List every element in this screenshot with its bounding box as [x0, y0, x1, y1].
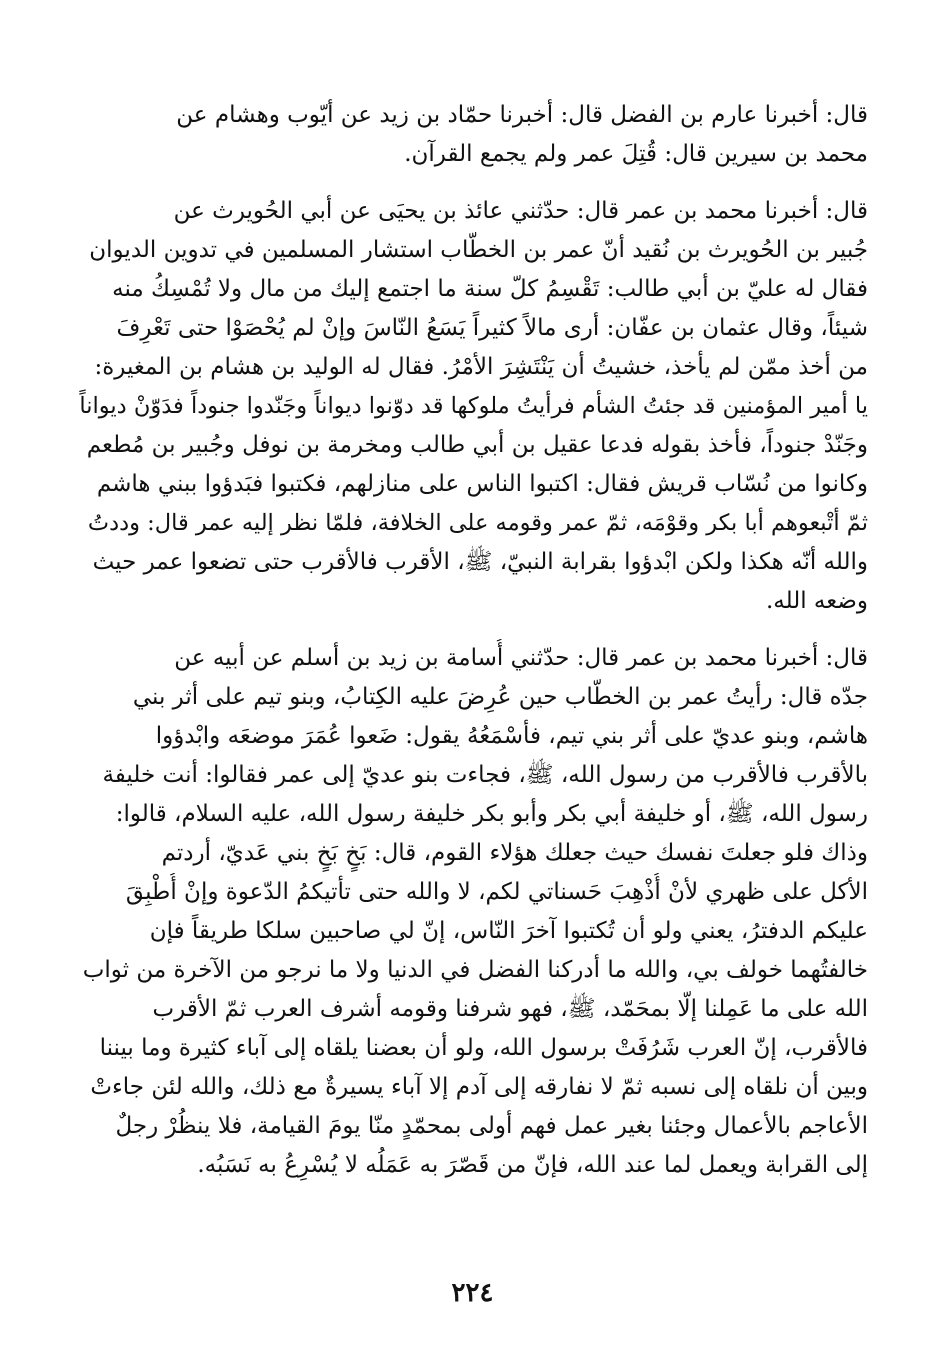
text-line: وضعه الله. — [765, 588, 868, 614]
text-line: وبين أن نلقاه إلى نسبه ثمّ لا نفارقه إلى آدم إلا آباء يسيرةٌ مع ذلك، والله لئن جاءتْ — [90, 1074, 868, 1100]
text-line: ثمّ أتْبعوهم أبا بكر وقوْمَه، ثمّ عمر وقومه على الخلافة، فلمّا نظر إليه عمر قال: وددتُ — [87, 510, 868, 536]
text-line: جدّه قال: رأيتُ عمر بن الخطّاب حين عُرِضَ عليه الكِتابُ، وبنو تيم على أثر بني — [132, 684, 868, 710]
text-line: قال: أخبرنا محمد بن عمر قال: حدّثني أُسامة بن زيد بن أسلم عن أبيه عن — [174, 645, 868, 671]
text-line: فقال له عليّ بن أبي طالب: تَقْسِمُ كلّ سنة ما اجتمع إليك من مال ولا تُمْسِكُ منه — [112, 276, 868, 302]
text-line: الأعاجم بالأعمال وجئنا بغير عمل فهم أولى بمحمّدٍ منّا يومَ القيامة، فلا ينظُرْ رجلٌ — [115, 1113, 868, 1139]
text-line: يا أمير المؤمنين قد جئتُ الشأم فرأيتُ ملوكها قد دوّنوا ديواناً وجَنّدوا جنوداً فدَوّنْ ديواناً — [79, 393, 868, 419]
page-number: ٢٢٤ — [451, 1278, 494, 1308]
text-line: الأكل على ظهري لأنْ أُذْهِبَ حَسناتي لكم، لا والله حتى تأتيكمُ الدّعوة وإنْ أُطْبِقَ — [125, 879, 868, 905]
text-line: بالأقرب فالأقرب من رسول الله، ﷺ، فجاءت بنو عديّ إلى عمر فقالوا: أنت خليفة — [102, 762, 868, 788]
text-line: من أخذ ممّن لم يأخذ، خشيتُ أن يَنْتَشِرَ الأمْرُ. فقال له الوليد بن هشام بن المغيرة: — [94, 354, 868, 380]
text-line: والله أنّه هكذا ولكن ابْدؤوا بقرابة النبيّ، ﷺ، الأقرب فالأقرب حتى تضعوا عمر حيث — [92, 549, 868, 575]
paragraph-2 — [78, 192, 868, 621]
text-line: محمد بن سيرين قال: قُتِلَ عمر ولم يجمع القرآن. — [404, 141, 868, 167]
paragraph-gap — [78, 174, 868, 192]
text-line: عليكم الدفترُ، يعني ولو أن تُكتبوا آخرَ النّاس، إنّ لي صاحبين سلكا طريقاً فإن — [149, 918, 868, 944]
text-line: إلى القرابة ويعمل لما عند الله، فإنّ من قَصّرَ به عَمَلُه لا يُسْرِعُ به نَسَبُه. — [197, 1152, 868, 1178]
text-line: هاشم، وبنو عديّ على أثر بني تيم، فأسْمَعُهُ يقول: ضَعوا عُمَرَ موضعَه وابْدؤوا — [155, 723, 868, 749]
text-line: جُبير بن الحُويرث بن نُقيد أنّ عمر بن الخطّاب استشار المسلمين في تدوين الديوان — [89, 237, 868, 263]
paragraph-1 — [78, 96, 868, 174]
page-body — [78, 96, 868, 1185]
text-line: خالفتُهما خولف بي، والله ما أدركنا الفضل في الدنيا ولا ما نرجو من الآخرة من ثواب — [82, 957, 868, 983]
text-line: وجَنّدْ جنوداً، فأخذ بقوله فدعا عقيل بن أبي طالب ومخرمة بن نوفل وجُبير بن مُطعم — [86, 432, 868, 458]
text-line: وذاك فلو جعلتَ نفسك حيث جعلك هؤلاء القوم، قال: بَخٍ بَخٍ بني عَديّ، أردتم — [161, 840, 868, 866]
text-line: فالأقرب، إنّ العرب شَرُفَتْ برسول الله، ولو أن بعضنا يلقاه إلى آباء كثيرة وما بيننا — [99, 1035, 868, 1061]
text-line: شيئاً، وقال عثمان بن عفّان: أرى مالاً كثيراً يَسَعُ النّاسَ وإنْ لم يُحْصَوْا حتى تَعْرِفَ — [116, 315, 868, 341]
text-line: قال: أخبرنا محمد بن عمر قال: حدّثني عائذ بن يحيَى عن أبي الحُويرث عن — [173, 198, 868, 224]
text-line: الله على ما عَمِلنا إلّا بمحَمّد، ﷺ، فهو شرفنا وقومه أشرف العرب ثمّ الأقرب — [152, 996, 868, 1022]
text-line: قال: أخبرنا عارم بن الفضل قال: أخبرنا حمّاد بن زيد عن أيّوب وهشام عن — [176, 102, 868, 128]
text-line: وكانوا من نُسّاب قريش فقال: اكتبوا الناس على منازلهم، فكتبوا فبَدؤوا ببني هاشم — [96, 471, 868, 497]
text-line: رسول الله، ﷺ، أو خليفة أبي بكر وأبو بكر خليفة رسول الله، عليه السلام، قالوا: — [115, 801, 868, 827]
paragraph-3 — [78, 639, 868, 1185]
paragraph-gap — [78, 621, 868, 639]
